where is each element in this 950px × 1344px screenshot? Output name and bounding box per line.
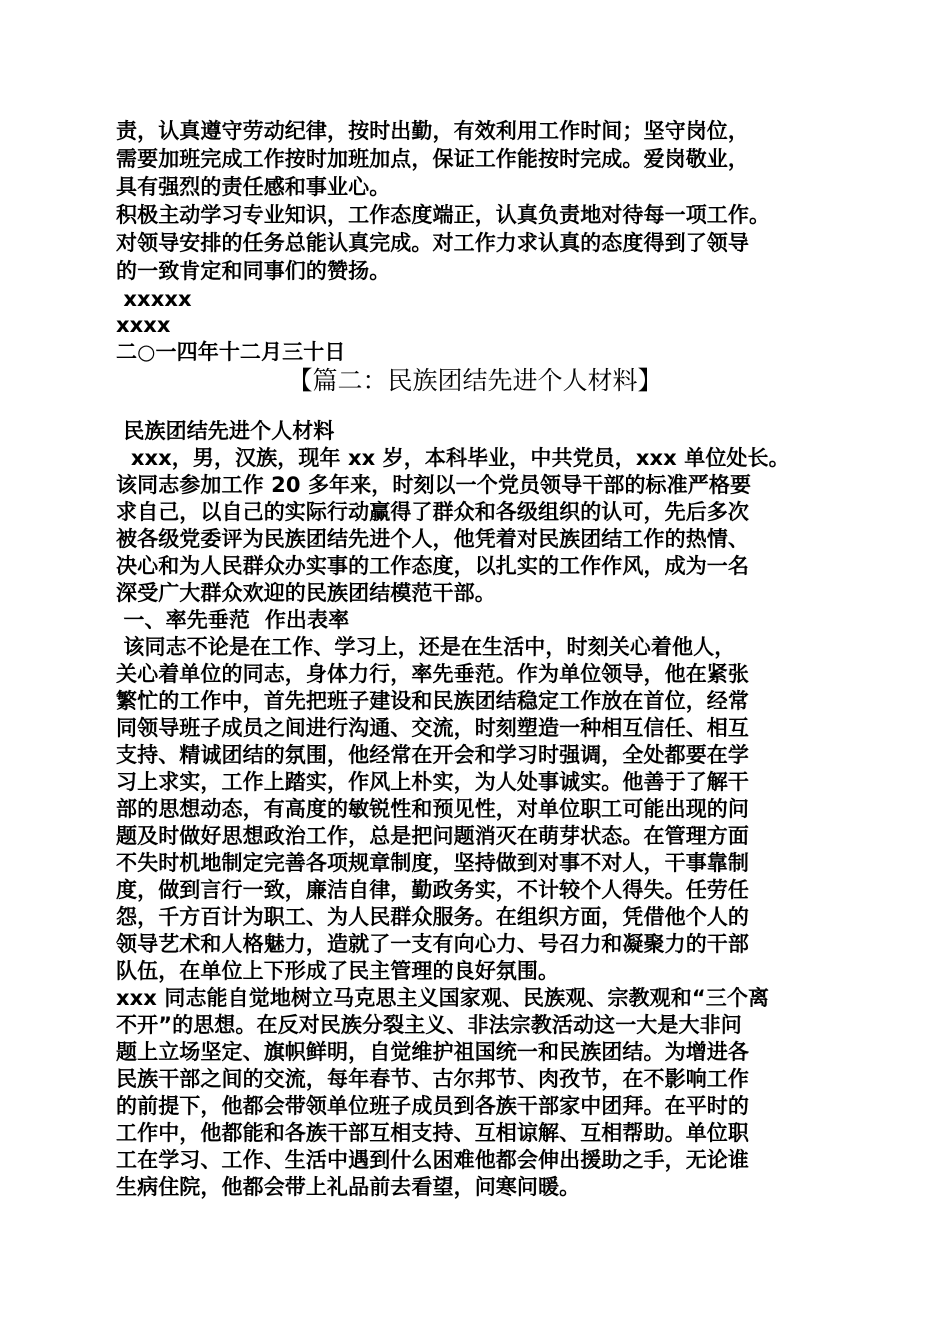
paragraph-line: 领导艺术和人格魅力，造就了一支有向心力、号召力和凝聚力的干部: [116, 932, 749, 956]
paragraph-line: 决心和为人民群众办实事的工作态度，以扎实的工作作风，成为一名: [116, 554, 749, 578]
paragraph-line: 需要加班完成工作按时加班加点，保证工作能按时完成。爱岗敬业，: [116, 147, 749, 171]
paragraph-line: xxx 同志能自觉地树立马克思主义国家观、民族观、宗教观和“三个离: [116, 986, 770, 1010]
paragraph-line: 生病住院，他都会带上礼品前去看望，问寒问暖。: [116, 1175, 581, 1199]
paragraph-line: 部的思想动态，有高度的敏锐性和预见性，对单位职工可能出现的问: [116, 797, 749, 821]
paragraph-line: 的一致肯定和同事们的赞扬。: [116, 259, 391, 283]
paragraph-line: 被各级党委评为民族团结先进个人，他凭着对民族团结工作的热情、: [116, 527, 749, 551]
paragraph-line: 积极主动学习专业知识，工作态度端正，认真负责地对待每一项工作。: [116, 203, 771, 227]
paragraph-line: 关心着单位的同志，身体力行，率先垂范。作为单位领导，他在紧张: [116, 662, 749, 686]
paragraph-line: 繁忙的工作中，首先把班子建设和民族团结稳定工作放在首位，经常: [116, 689, 749, 713]
paragraph-line: 不开”的思想。在反对民族分裂主义、非法宗教活动这一大是大非问: [116, 1013, 742, 1037]
signature-date: 二○一四年十二月三十日: [116, 340, 346, 364]
subsection-title: 一、率先垂范 作出表率: [116, 608, 350, 632]
paragraph-line: 该同志参加工作 20 多年来，时刻以一个党员领导干部的标准严格要: [116, 473, 752, 497]
paragraph-line: 度，做到言行一致，廉洁自律，勤政务实，不计较个人得失。任劳任: [116, 878, 749, 902]
paragraph-line: 支持、精诚团结的氛围，他经常在开会和学习时强调，全处都要在学: [116, 743, 749, 767]
paragraph-line: 不失时机地制定完善各项规章制度，坚持做到对事不对人，干事靠制: [116, 851, 749, 875]
paragraph-line: 对领导安排的任务总能认真完成。对工作力求认真的态度得到了领导: [116, 231, 749, 255]
paragraph-line: 该同志不论是在工作、学习上，还是在生活中，时刻关心着他人，: [116, 635, 736, 659]
paragraph-line: 队伍，在单位上下形成了民主管理的良好氛围。: [116, 959, 560, 983]
paragraph-line: 责，认真遵守劳动纪律，按时出勤，有效利用工作时间；坚守岗位，: [116, 119, 749, 143]
paragraph-line: 习上求实，工作上踏实，作风上朴实，为人处事诚实。他善于了解干: [116, 770, 749, 794]
signature-name: xxxxx: [116, 287, 192, 311]
paragraph-line: 深受广大群众欢迎的民族团结模范干部。: [116, 581, 496, 605]
paragraph-line: 的前提下，他都会带领单位班子成员到各族干部家中团拜。在平时的: [116, 1094, 749, 1118]
paragraph-line: xxx，男，汉族，现年 xx 岁，本科毕业，中共党员，xxx 单位处长。: [116, 446, 790, 470]
paragraph-line: 题及时做好思想政治工作，总是把问题消灭在萌芽状态。在管理方面: [116, 824, 749, 848]
section-title: 民族团结先进个人材料: [116, 419, 335, 443]
paragraph-line: 题上立场坚定、旗帜鲜明，自觉维护祖国统一和民族团结。为增进各: [116, 1040, 749, 1064]
paragraph-line: 怨，千方百计为职工、为人民群众服务。在组织方面，凭借他个人的: [116, 905, 749, 929]
paragraph-line: 民族干部之间的交流，每年春节、古尔邦节、肉孜节，在不影响工作: [116, 1067, 749, 1091]
section-heading: 【篇二：民族团结先进个人材料】: [287, 366, 663, 395]
paragraph-line: 具有强烈的责任感和事业心。: [116, 175, 391, 199]
signature-name-2: xxxx: [116, 313, 171, 337]
paragraph-line: 工作中，他都能和各族干部互相支持、互相谅解、互相帮助。单位职: [116, 1121, 749, 1145]
paragraph-line: 同领导班子成员之间进行沟通、交流，时刻塑造一种相互信任、相互: [116, 716, 749, 740]
paragraph-line: 工在学习、工作、生活中遇到什么困难他都会伸出援助之手，无论谁: [116, 1148, 749, 1172]
paragraph-line: 求自己，以自己的实际行动赢得了群众和各级组织的认可，先后多次: [116, 500, 749, 524]
